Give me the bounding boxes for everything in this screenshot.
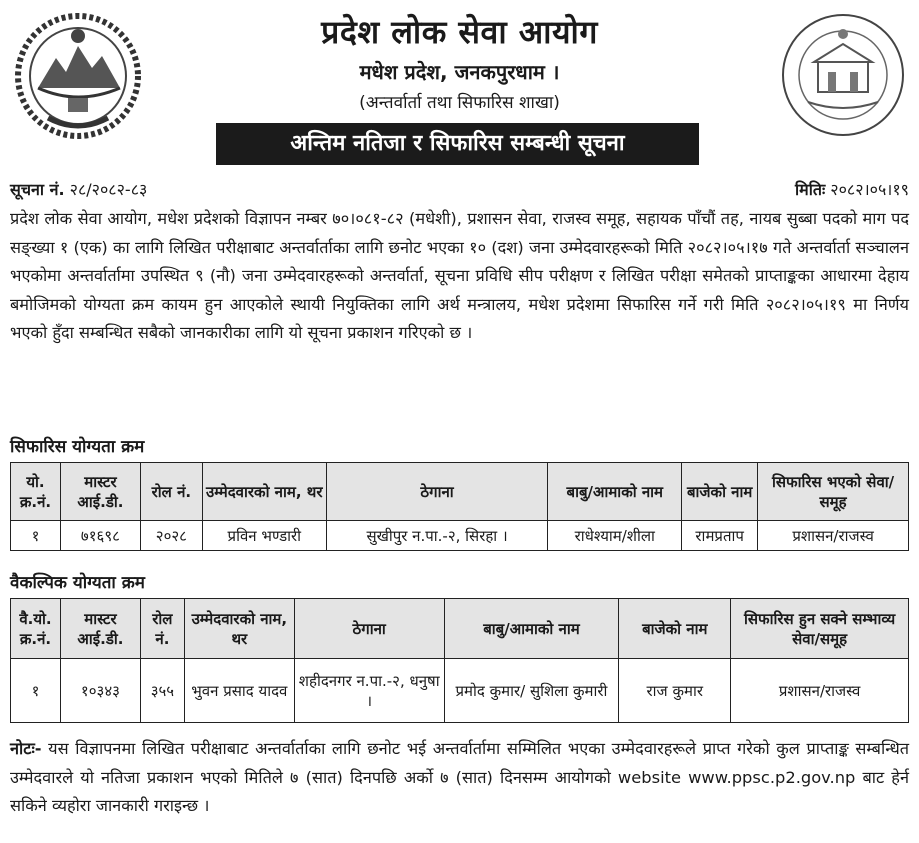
notice-date-label: मितिः [794, 180, 826, 199]
header-cell: ठेगाना [326, 463, 548, 521]
header-cell: बाजेको नाम [619, 599, 731, 659]
notice-header [0, 0, 919, 172]
table-cell: १०३४३ [60, 659, 140, 723]
table-header-row [11, 599, 909, 659]
page-title: प्रदेश लोक सेवा आयोग [321, 13, 598, 51]
footnote-text: यस विज्ञापनमा लिखित परीक्षाबाट अन्तर्वार्ताका लागि छनोट भई अन्तर्वार्तामा सम्मिलित भएका उम्मेदवारहरूले प्राप्त गरेको कुल प्राप्ताङ्क सम्बन्धित उम्मेदवारले यो नतिजा प्रकाशन भएको मितिले ७ (सात) दिनपछि अर्को ७ (सात) दिनसम्म आयोगको website www.ppsc.p2.gov.np बाट हेर्न सकिने व्यहोरा जानकारी गराइन्छ । [10, 739, 909, 816]
header-cell: मास्टर आई.डी. [60, 463, 140, 521]
alternate-section-title: वैकल्पिक योग्यता क्रम [10, 573, 145, 593]
header-cell: रोल नं. [140, 463, 202, 521]
page-subtitle: मधेश प्रदेश, जनकपुरधाम । [359, 60, 560, 84]
notice-number-label: सूचना नं. [10, 180, 65, 199]
table-cell: १ [11, 659, 61, 723]
table-cell: राधेश्याम/शीला [548, 521, 682, 551]
table-cell: ७१६९८ [60, 521, 140, 551]
header-cell: बाबु/आमाको नाम [548, 463, 682, 521]
header-cell: यो. क्र.नं. [11, 463, 61, 521]
notice-date [795, 178, 909, 200]
header-cell: मास्टर आई.डी. [60, 599, 140, 659]
recommended-table [10, 462, 909, 551]
footnote-label: नोटः- [10, 739, 42, 758]
table-cell: राज कुमार [619, 659, 731, 723]
header-cell: रोल नं. [140, 599, 184, 659]
header-cell: सिफारिस भएको सेवा/समूह [758, 463, 909, 521]
notice-date-value: २०८२।०५।१९ [830, 180, 909, 199]
notice-body: प्रदेश लोक सेवा आयोग, मधेश प्रदेशको विज्ञापन नम्बर ७०।०८१-८२ (मधेशी), प्रशासन सेवा, राजस्व समूह, सहायक पाँचौं तह, नायब सुब्बा पदको माग पद सङ्ख्या १ (एक) का लागि लिखित परीक्षाबाट अन्तर्वार्ताका लागि छनोट भएका १० (दश) जना उम्मेदवारहरूको मिति २०८२।०५।१७ गते अन्तर्वार्ता सञ्चालन भएकोमा अन्तर्वार्तामा उपस्थित ९ (नौ) जना उम्मेदवारहरूको अन्तर्वार्ता, सूचना प्रविधि सीप परीक्षण र लिखित परीक्षा समेतको प्राप्ताङ्कका आधारमा देहाय बमोजिमको योग्यता क्रम कायम हुन आएकोले स्थायी नियुक्तिका लागि अर्थ मन्त्रालय, मधेश प्रदेशमा सिफारिस गर्ने गरी मिति २०८२।०५।१९ मा निर्णय भएको हुँदा सम्बन्धित सबैको जानकारीका लागि यो सूचना प्रकाशन गरिएको छ । [10, 209, 909, 343]
header-cell: ठेगाना [294, 599, 444, 659]
recommended-section-title: सिफारिस योग्यता क्रम [10, 437, 145, 457]
header-cell: सिफारिस हुन सक्ने सम्भाव्य सेवा/समूह [731, 599, 909, 659]
header-cell: उम्मेदवारको नाम, थर [202, 463, 326, 521]
header-cell: बाजेको नाम [682, 463, 758, 521]
notice-number-value: २८/२०८२-८३ [69, 180, 148, 199]
footnote [10, 735, 909, 821]
header-cell: बाबु/आमाको नाम [444, 599, 619, 659]
table-cell: १ [11, 521, 61, 551]
alternate-table [10, 598, 909, 723]
table-header-row [11, 463, 909, 521]
header-cell: वै.यो. क्र.नं. [11, 599, 61, 659]
table-cell: रामप्रताप [682, 521, 758, 551]
header-cell: उम्मेदवारको नाम, थर [184, 599, 294, 659]
table-row [11, 521, 909, 551]
table-cell: भुवन प्रसाद यादव [184, 659, 294, 723]
table-cell: शहीदनगर न.पा.-२, धनुषा । [294, 659, 444, 723]
table-cell: प्रमोद कुमार/ सुशिला कुमारी [444, 659, 619, 723]
notice-meta [10, 178, 909, 202]
table-cell: ३५५ [140, 659, 184, 723]
table-cell: प्रशासन/राजस्व [731, 659, 909, 723]
table-row [11, 659, 909, 723]
table-cell: २०२८ [140, 521, 202, 551]
notice-number [10, 178, 147, 200]
table-cell: प्रशासन/राजस्व [758, 521, 909, 551]
table-cell: सुखीपुर न.पा.-२, सिरहा । [326, 521, 548, 551]
notice-banner: अन्तिम नतिजा र सिफारिस सम्बन्धी सूचना [216, 123, 699, 165]
section-name: (अन्तर्वार्ता तथा सिफारिस शाखा) [359, 93, 560, 113]
table-cell: प्रविन भण्डारी [202, 521, 326, 551]
